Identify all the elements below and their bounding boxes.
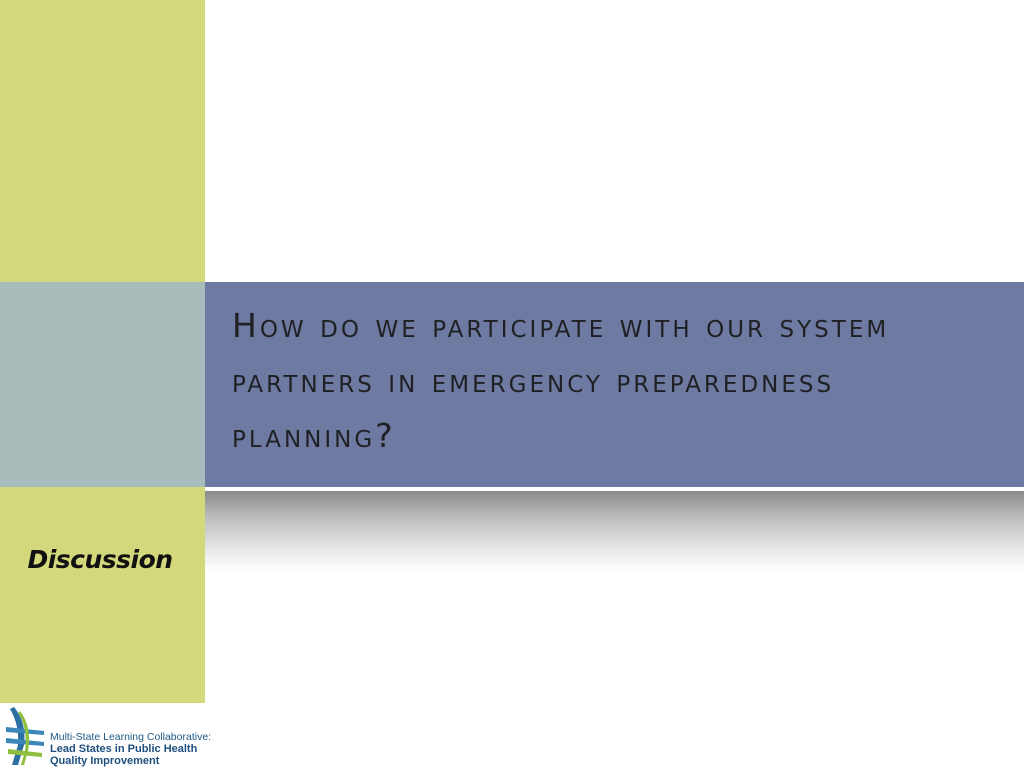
left-accent-block-bottom (0, 487, 205, 703)
left-accent-block-top (0, 0, 205, 282)
slide-title: How do we participate with our system partners in emergency preparedness planning? (232, 306, 890, 455)
title-shadow (205, 491, 1024, 571)
logo-text-collaborative: Multi-State Learning Collaborative: (50, 731, 212, 743)
slide-subtitle: Discussion (27, 545, 173, 574)
logo-text-quality-improvement: Quality Improvement (50, 755, 160, 767)
organization-logo (2, 703, 222, 768)
left-accent-block-middle (0, 282, 205, 487)
logo-mark-icon (4, 705, 48, 767)
logo-text-lead-states: Lead States in Public Health (50, 743, 198, 755)
